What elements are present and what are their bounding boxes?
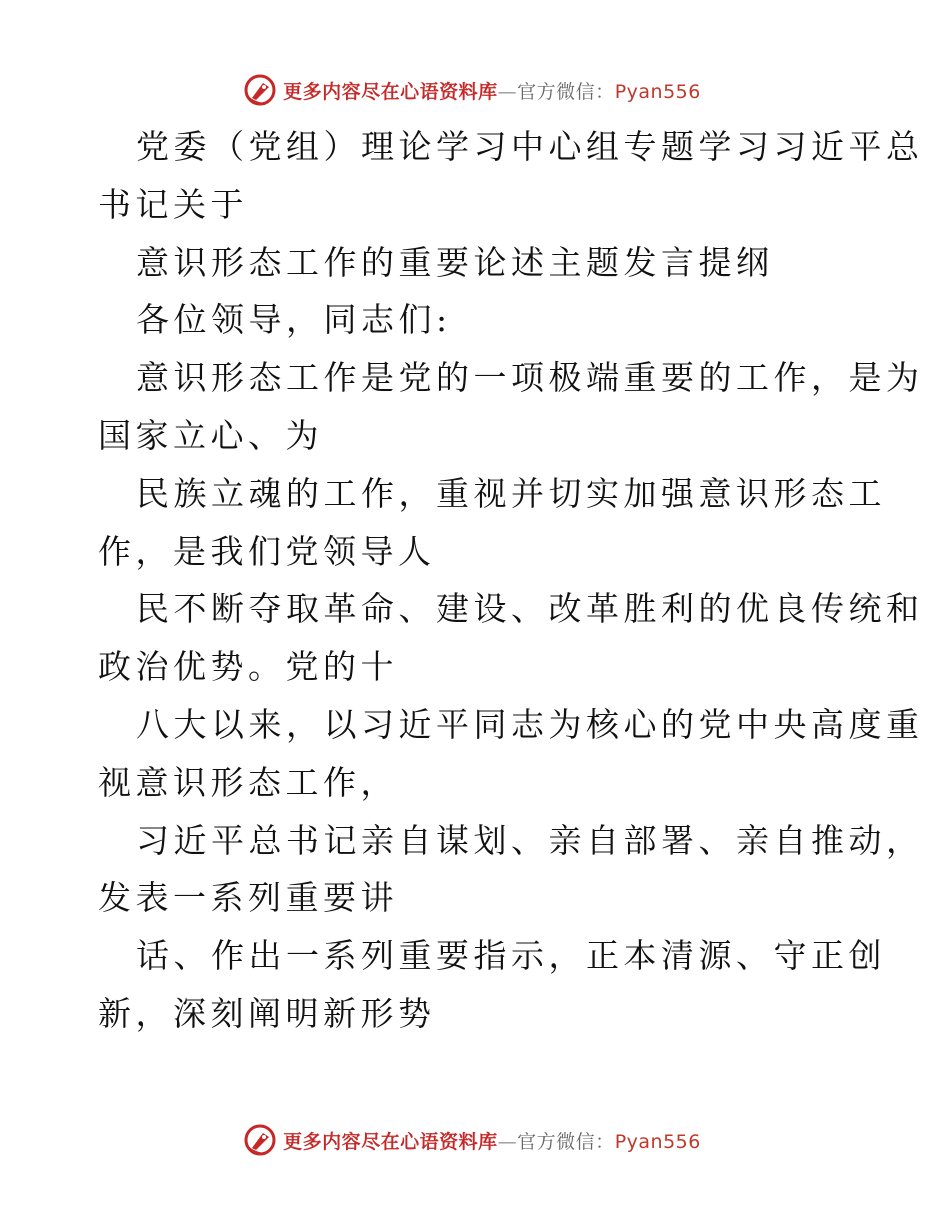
body-line: 政治优势。党的十 (98, 647, 398, 687)
body-line: 八大以来，以习近平同志为核心的党中央高度重 (136, 704, 924, 744)
header-official-label: 官方微信： (517, 80, 615, 103)
document-body (98, 118, 924, 1043)
body-line: 作，是我们党领导人 (98, 531, 436, 571)
body-line: 意识形态工作是党的一项极端重要的工作，是为 (136, 358, 924, 398)
header-wechat-id: Pyan556 (614, 80, 701, 103)
body-line: 国家立心、为 (98, 415, 323, 455)
footer-banner (0, 1120, 950, 1160)
body-line: 发表一系列重要讲 (98, 878, 398, 918)
body-line: 民不断夺取革命、建设、改革胜利的优良传统和 (136, 589, 924, 629)
pen-nib-logo-icon (243, 1123, 277, 1157)
salutation-line: 各位领导，同志们: (136, 300, 452, 340)
body-line: 视意识形态工作， (98, 762, 398, 802)
header-banner-text (283, 77, 701, 104)
body-line: 新，深刻阐明新形势 (98, 993, 436, 1033)
pen-nib-logo-icon (243, 73, 277, 107)
footer-dash: — (497, 1130, 518, 1153)
footer-banner-text (283, 1127, 701, 1154)
footer-wechat-id: Pyan556 (614, 1130, 701, 1153)
footer-brand-text: 更多内容尽在心语资料库 (283, 1130, 498, 1153)
title-line: 书记关于 (98, 184, 248, 224)
header-banner (0, 70, 950, 110)
header-brand-text: 更多内容尽在心语资料库 (283, 80, 498, 103)
body-line: 话、作出一系列重要指示，正本清源、守正创 (136, 936, 886, 976)
body-line: 民族立魂的工作，重视并切实加强意识形态工 (136, 473, 886, 513)
header-dash: — (497, 80, 518, 103)
header-banner-inner (243, 73, 701, 107)
footer-official-label: 官方微信： (517, 1130, 615, 1153)
title-line: 意识形态工作的重要论述主题发言提纲 (136, 242, 774, 282)
title-line: 党委（党组）理论学习中心组专题学习习近平总 (136, 127, 924, 166)
body-line: 习近平总书记亲自谋划、亲自部署、亲自推动， (136, 820, 924, 860)
footer-banner-inner (243, 1123, 701, 1157)
